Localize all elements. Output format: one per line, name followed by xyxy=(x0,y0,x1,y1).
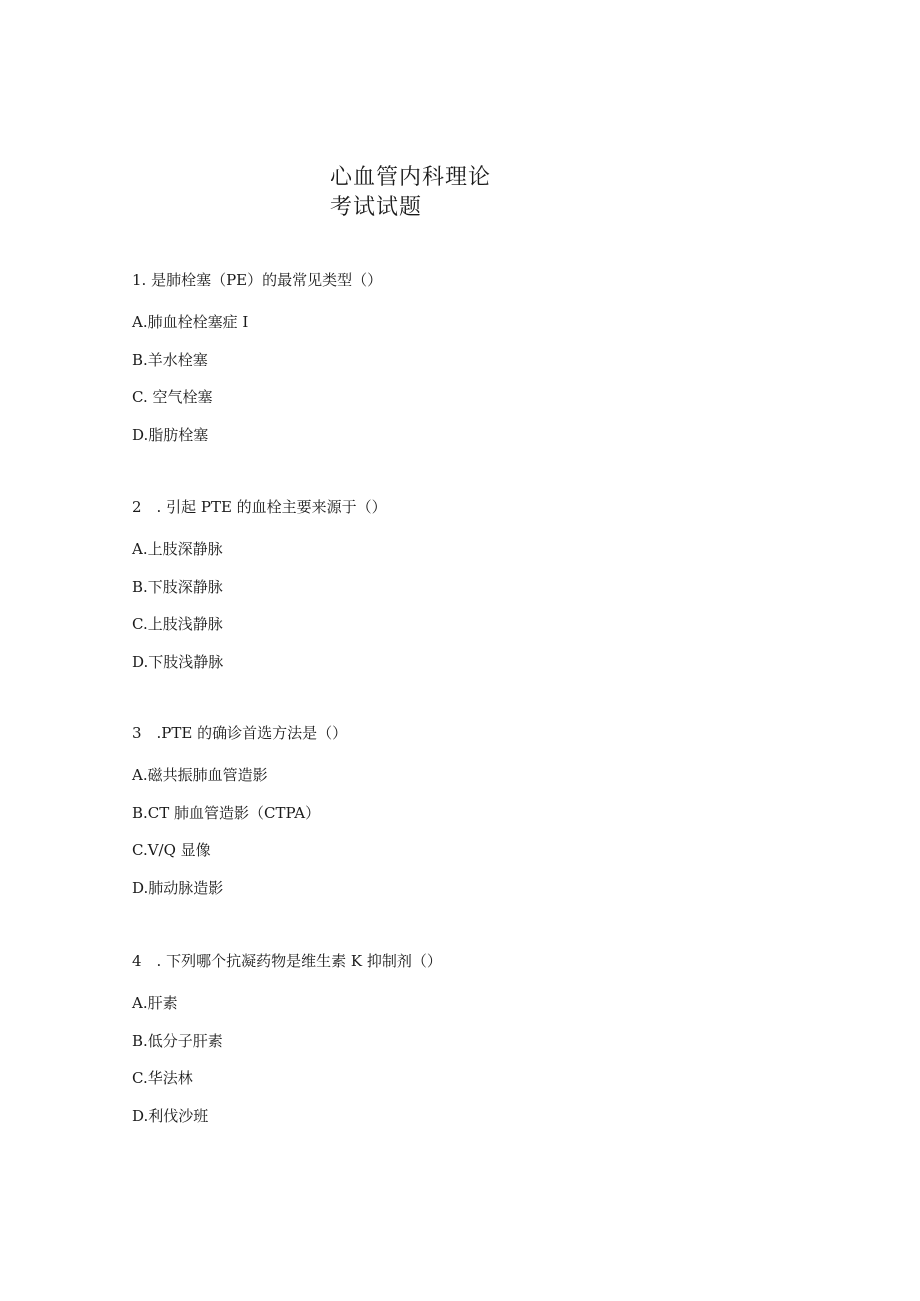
question-text: 2 . 引起 PTE 的血栓主要来源于（） xyxy=(132,498,387,516)
question-1 xyxy=(132,270,832,462)
option-a: A.磁共振肺血管造影 xyxy=(132,766,268,784)
option-d: D.利伐沙班 xyxy=(132,1106,209,1125)
option-a: A.上肢深静脉 xyxy=(132,540,223,558)
option-list xyxy=(132,765,832,898)
option-a: A.肝素 xyxy=(132,994,178,1012)
question-text: 3 .PTE 的确诊首选方法是（） xyxy=(132,724,348,742)
option-d: D.肺动脉造影 xyxy=(132,878,224,897)
option-c: C.上肢浅静脉 xyxy=(132,615,223,633)
option-c: C.华法林 xyxy=(132,1069,193,1087)
option-b: B.低分子肝素 xyxy=(132,1031,223,1050)
question-text: 4 . 下列哪个抗凝药物是维生素 K 抑制剂（） xyxy=(132,952,442,970)
option-c: C.V/Q 显像 xyxy=(132,841,211,859)
question-2 xyxy=(132,497,832,689)
page-title xyxy=(330,163,491,223)
option-c: C. 空气栓塞 xyxy=(132,388,213,406)
option-b: B.下肢深静脉 xyxy=(132,577,223,596)
question-4 xyxy=(132,951,832,1143)
option-b: B.CT 肺血管造影（CTPA） xyxy=(132,803,321,822)
option-d: D.下肢浅静脉 xyxy=(132,652,224,671)
question-text: 1. 是肺栓塞（PE）的最常见类型（） xyxy=(132,271,383,289)
option-d: D.脂肪栓塞 xyxy=(132,425,209,444)
title-line-2: 考试试题 xyxy=(330,195,423,220)
option-list xyxy=(132,993,832,1126)
option-list xyxy=(132,539,832,672)
option-b: B.羊水栓塞 xyxy=(132,350,208,369)
question-3 xyxy=(132,723,832,915)
option-a: A.肺血栓栓塞症 I xyxy=(132,313,249,331)
title-line-1: 心血管内科理论 xyxy=(330,165,492,190)
option-list xyxy=(132,312,832,445)
